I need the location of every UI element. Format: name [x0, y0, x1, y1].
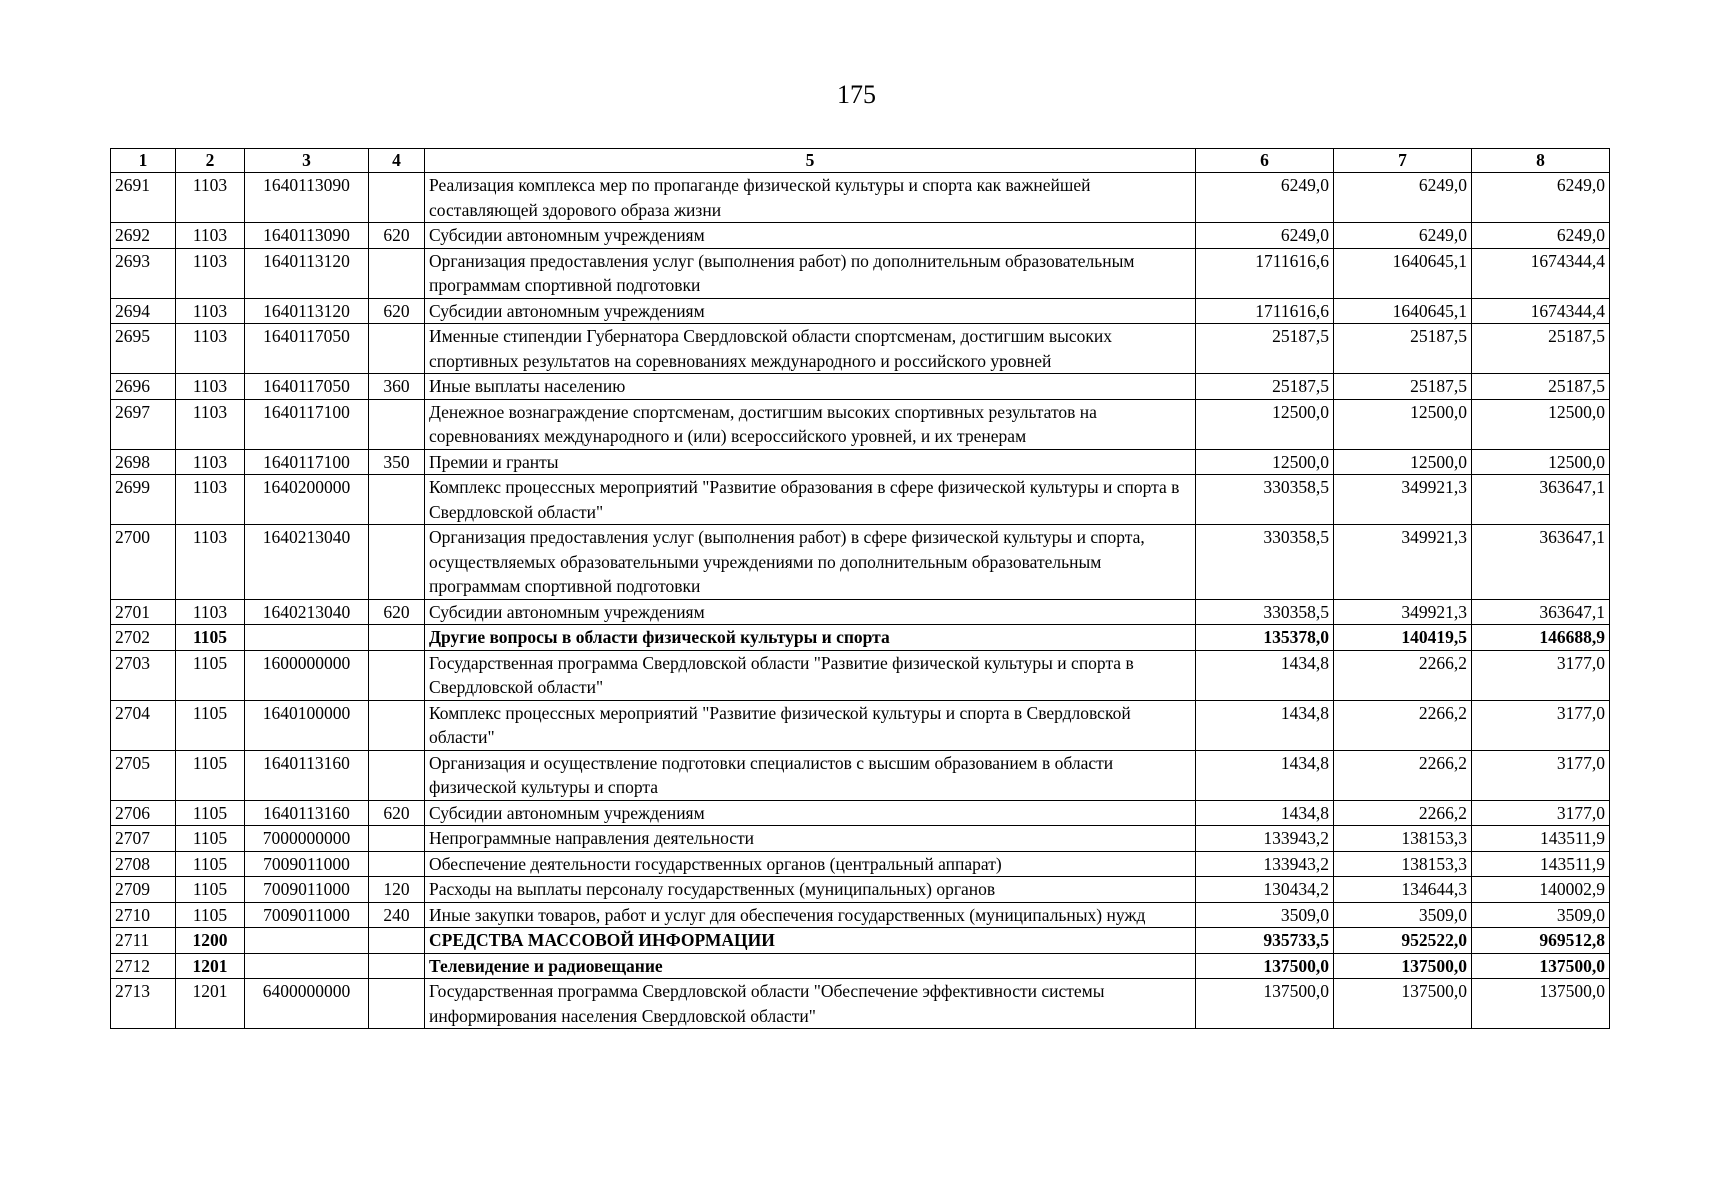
amount-year-3: 140002,9	[1472, 877, 1610, 903]
target-article-code: 6400000000	[245, 979, 369, 1029]
target-article-code	[245, 953, 369, 979]
amount-year-2: 25187,5	[1334, 374, 1472, 400]
table-row	[111, 475, 1610, 525]
item-name: Комплекс процессных мероприятий "Развитие физической культуры и спорта в Свердловской области"	[425, 700, 1196, 750]
expense-type-code	[369, 399, 425, 449]
target-article-code: 1640113090	[245, 223, 369, 249]
target-article-code: 1640200000	[245, 475, 369, 525]
table-header-row	[111, 149, 1610, 173]
table-row	[111, 928, 1610, 954]
amount-year-2: 2266,2	[1334, 800, 1472, 826]
amount-year-3: 3177,0	[1472, 750, 1610, 800]
target-article-code	[245, 625, 369, 651]
item-name: Государственная программа Свердловской области "Обеспечение эффективности системы информирования населения Свердловской области"	[425, 979, 1196, 1029]
amount-year-3: 3177,0	[1472, 800, 1610, 826]
expense-type-code: 360	[369, 374, 425, 400]
amount-year-3: 969512,8	[1472, 928, 1610, 954]
row-number: 2694	[111, 298, 176, 324]
item-name: Субсидии автономным учреждениям	[425, 800, 1196, 826]
amount-year-1: 1711616,6	[1196, 298, 1334, 324]
item-name: Реализация комплекса мер по пропаганде физической культуры и спорта как важнейшей составляющей здорового образа жизни	[425, 173, 1196, 223]
amount-year-3: 12500,0	[1472, 399, 1610, 449]
expense-type-code	[369, 475, 425, 525]
target-article-code: 7009011000	[245, 877, 369, 903]
amount-year-3: 363647,1	[1472, 475, 1610, 525]
target-article-code: 1640117100	[245, 399, 369, 449]
item-name: Субсидии автономным учреждениям	[425, 223, 1196, 249]
table-row	[111, 173, 1610, 223]
section-code: 1103	[176, 173, 245, 223]
target-article-code: 1600000000	[245, 650, 369, 700]
amount-year-2: 349921,3	[1334, 599, 1472, 625]
amount-year-1: 12500,0	[1196, 399, 1334, 449]
amount-year-2: 2266,2	[1334, 650, 1472, 700]
amount-year-1: 935733,5	[1196, 928, 1334, 954]
amount-year-2: 25187,5	[1334, 324, 1472, 374]
column-header: 3	[245, 149, 369, 173]
amount-year-2: 3509,0	[1334, 902, 1472, 928]
amount-year-3: 6249,0	[1472, 223, 1610, 249]
table-row	[111, 650, 1610, 700]
section-code: 1103	[176, 475, 245, 525]
amount-year-2: 349921,3	[1334, 475, 1472, 525]
amount-year-1: 135378,0	[1196, 625, 1334, 651]
amount-year-3: 1674344,4	[1472, 298, 1610, 324]
amount-year-3: 3177,0	[1472, 650, 1610, 700]
row-number: 2713	[111, 979, 176, 1029]
expense-type-code: 620	[369, 800, 425, 826]
section-code: 1105	[176, 750, 245, 800]
amount-year-1: 25187,5	[1196, 374, 1334, 400]
amount-year-1: 137500,0	[1196, 979, 1334, 1029]
amount-year-2: 138153,3	[1334, 826, 1472, 852]
target-article-code	[245, 928, 369, 954]
amount-year-3: 3177,0	[1472, 700, 1610, 750]
expense-type-code	[369, 248, 425, 298]
row-number: 2698	[111, 449, 176, 475]
row-number: 2691	[111, 173, 176, 223]
expense-type-code	[369, 650, 425, 700]
table-row	[111, 525, 1610, 600]
target-article-code: 7000000000	[245, 826, 369, 852]
item-name: Субсидии автономным учреждениям	[425, 599, 1196, 625]
row-number: 2709	[111, 877, 176, 903]
amount-year-1: 133943,2	[1196, 826, 1334, 852]
amount-year-3: 137500,0	[1472, 979, 1610, 1029]
amount-year-1: 137500,0	[1196, 953, 1334, 979]
expense-type-code	[369, 525, 425, 600]
row-number: 2704	[111, 700, 176, 750]
amount-year-1: 6249,0	[1196, 173, 1334, 223]
item-name: Организация и осуществление подготовки специалистов с высшим образованием в области физической культуры и спорта	[425, 750, 1196, 800]
section-code: 1105	[176, 851, 245, 877]
target-article-code: 1640113160	[245, 750, 369, 800]
amount-year-2: 2266,2	[1334, 700, 1472, 750]
expense-type-code	[369, 700, 425, 750]
table-row	[111, 877, 1610, 903]
amount-year-1: 1434,8	[1196, 650, 1334, 700]
table-row	[111, 953, 1610, 979]
expense-type-code	[369, 324, 425, 374]
amount-year-2: 137500,0	[1334, 953, 1472, 979]
amount-year-1: 6249,0	[1196, 223, 1334, 249]
column-header: 4	[369, 149, 425, 173]
row-number: 2699	[111, 475, 176, 525]
amount-year-3: 363647,1	[1472, 599, 1610, 625]
column-header: 8	[1472, 149, 1610, 173]
amount-year-2: 138153,3	[1334, 851, 1472, 877]
row-number: 2711	[111, 928, 176, 954]
amount-year-3: 363647,1	[1472, 525, 1610, 600]
amount-year-3: 1674344,4	[1472, 248, 1610, 298]
item-name: Премии и гранты	[425, 449, 1196, 475]
expense-type-code	[369, 750, 425, 800]
amount-year-1: 330358,5	[1196, 475, 1334, 525]
row-number: 2705	[111, 750, 176, 800]
target-article-code: 1640113160	[245, 800, 369, 826]
target-article-code: 1640213040	[245, 525, 369, 600]
row-number: 2712	[111, 953, 176, 979]
budget-table	[110, 148, 1610, 1029]
table-row	[111, 826, 1610, 852]
expense-type-code	[369, 173, 425, 223]
amount-year-2: 6249,0	[1334, 173, 1472, 223]
expense-type-code	[369, 928, 425, 954]
amount-year-1: 133943,2	[1196, 851, 1334, 877]
amount-year-3: 25187,5	[1472, 374, 1610, 400]
row-number: 2696	[111, 374, 176, 400]
amount-year-2: 1640645,1	[1334, 248, 1472, 298]
expense-type-code	[369, 851, 425, 877]
expense-type-code: 240	[369, 902, 425, 928]
table-row	[111, 248, 1610, 298]
page-number: 175	[837, 80, 876, 109]
row-number: 2697	[111, 399, 176, 449]
amount-year-2: 140419,5	[1334, 625, 1472, 651]
section-code: 1103	[176, 324, 245, 374]
amount-year-3: 3509,0	[1472, 902, 1610, 928]
section-code: 1105	[176, 877, 245, 903]
amount-year-2: 952522,0	[1334, 928, 1472, 954]
table-body	[111, 173, 1610, 1029]
item-name: Иные выплаты населению	[425, 374, 1196, 400]
section-code: 1103	[176, 399, 245, 449]
table-row	[111, 625, 1610, 651]
target-article-code: 1640113090	[245, 173, 369, 223]
section-code: 1103	[176, 298, 245, 324]
expense-type-code	[369, 979, 425, 1029]
section-code: 1105	[176, 826, 245, 852]
row-number: 2703	[111, 650, 176, 700]
expense-type-code: 620	[369, 223, 425, 249]
amount-year-2: 1640645,1	[1334, 298, 1472, 324]
item-name: Денежное вознаграждение спортсменам, достигшим высоких спортивных результатов на соревнованиях международного и (или) всероссийского уровней, и их тренерам	[425, 399, 1196, 449]
target-article-code: 1640100000	[245, 700, 369, 750]
section-code: 1105	[176, 902, 245, 928]
row-number: 2706	[111, 800, 176, 826]
section-code: 1105	[176, 800, 245, 826]
amount-year-1: 330358,5	[1196, 599, 1334, 625]
item-name: Именные стипендии Губернатора Свердловской области спортсменам, достигшим высоких спортивных результатов на соревнованиях международного и российского уровней	[425, 324, 1196, 374]
section-code: 1201	[176, 979, 245, 1029]
amount-year-3: 137500,0	[1472, 953, 1610, 979]
table-row	[111, 223, 1610, 249]
expense-type-code: 350	[369, 449, 425, 475]
table-row	[111, 979, 1610, 1029]
item-name: Другие вопросы в области физической культуры и спорта	[425, 625, 1196, 651]
item-name: Организация предоставления услуг (выполнения работ) по дополнительным образовательным программам спортивной подготовки	[425, 248, 1196, 298]
row-number: 2707	[111, 826, 176, 852]
expense-type-code	[369, 826, 425, 852]
amount-year-2: 137500,0	[1334, 979, 1472, 1029]
item-name: Обеспечение деятельности государственных органов (центральный аппарат)	[425, 851, 1196, 877]
amount-year-2: 2266,2	[1334, 750, 1472, 800]
expense-type-code: 620	[369, 599, 425, 625]
amount-year-2: 349921,3	[1334, 525, 1472, 600]
amount-year-2: 134644,3	[1334, 877, 1472, 903]
amount-year-1: 1434,8	[1196, 800, 1334, 826]
amount-year-3: 143511,9	[1472, 851, 1610, 877]
amount-year-1: 1711616,6	[1196, 248, 1334, 298]
target-article-code: 1640213040	[245, 599, 369, 625]
item-name: Телевидение и радиовещание	[425, 953, 1196, 979]
item-name: Субсидии автономным учреждениям	[425, 298, 1196, 324]
item-name: Комплекс процессных мероприятий "Развитие образования в сфере физической культуры и спорта в Свердловской области"	[425, 475, 1196, 525]
section-code: 1105	[176, 700, 245, 750]
expense-type-code	[369, 953, 425, 979]
row-number: 2693	[111, 248, 176, 298]
table-row	[111, 800, 1610, 826]
target-article-code: 1640113120	[245, 298, 369, 324]
column-header: 6	[1196, 149, 1334, 173]
table-row	[111, 449, 1610, 475]
item-name: СРЕДСТВА МАССОВОЙ ИНФОРМАЦИИ	[425, 928, 1196, 954]
column-header: 5	[425, 149, 1196, 173]
column-header: 2	[176, 149, 245, 173]
amount-year-3: 12500,0	[1472, 449, 1610, 475]
row-number: 2701	[111, 599, 176, 625]
row-number: 2710	[111, 902, 176, 928]
amount-year-2: 12500,0	[1334, 449, 1472, 475]
target-article-code: 1640117050	[245, 324, 369, 374]
item-name: Государственная программа Свердловской области "Развитие физической культуры и спорта в Свердловской области"	[425, 650, 1196, 700]
item-name: Иные закупки товаров, работ и услуг для обеспечения государственных (муниципальных) нужд	[425, 902, 1196, 928]
target-article-code: 1640113120	[245, 248, 369, 298]
table-row	[111, 374, 1610, 400]
amount-year-1: 12500,0	[1196, 449, 1334, 475]
amount-year-2: 6249,0	[1334, 223, 1472, 249]
amount-year-3: 146688,9	[1472, 625, 1610, 651]
expense-type-code	[369, 625, 425, 651]
amount-year-1: 3509,0	[1196, 902, 1334, 928]
section-code: 1103	[176, 599, 245, 625]
table-row	[111, 298, 1610, 324]
amount-year-1: 25187,5	[1196, 324, 1334, 374]
section-code: 1103	[176, 374, 245, 400]
section-code: 1103	[176, 223, 245, 249]
amount-year-3: 25187,5	[1472, 324, 1610, 374]
table-row	[111, 700, 1610, 750]
amount-year-1: 1434,8	[1196, 750, 1334, 800]
section-code: 1103	[176, 525, 245, 600]
table-row	[111, 902, 1610, 928]
amount-year-1: 330358,5	[1196, 525, 1334, 600]
target-article-code: 7009011000	[245, 902, 369, 928]
target-article-code: 1640117050	[245, 374, 369, 400]
amount-year-2: 12500,0	[1334, 399, 1472, 449]
row-number: 2692	[111, 223, 176, 249]
row-number: 2702	[111, 625, 176, 651]
column-header: 7	[1334, 149, 1472, 173]
section-code: 1105	[176, 625, 245, 651]
section-code: 1105	[176, 650, 245, 700]
section-code: 1103	[176, 449, 245, 475]
table-row	[111, 399, 1610, 449]
table-row	[111, 851, 1610, 877]
expense-type-code: 620	[369, 298, 425, 324]
amount-year-3: 6249,0	[1472, 173, 1610, 223]
column-header: 1	[111, 149, 176, 173]
item-name: Непрограммные направления деятельности	[425, 826, 1196, 852]
item-name: Организация предоставления услуг (выполнения работ) в сфере физической культуры и спорта, осуществляемых образовательными учреждениями по дополнительным образовательным программам спортивной подготовки	[425, 525, 1196, 600]
section-code: 1200	[176, 928, 245, 954]
amount-year-1: 130434,2	[1196, 877, 1334, 903]
amount-year-1: 1434,8	[1196, 700, 1334, 750]
table-row	[111, 750, 1610, 800]
expense-type-code: 120	[369, 877, 425, 903]
target-article-code: 1640117100	[245, 449, 369, 475]
section-code: 1201	[176, 953, 245, 979]
row-number: 2695	[111, 324, 176, 374]
table-row	[111, 324, 1610, 374]
row-number: 2700	[111, 525, 176, 600]
amount-year-3: 143511,9	[1472, 826, 1610, 852]
row-number: 2708	[111, 851, 176, 877]
target-article-code: 7009011000	[245, 851, 369, 877]
section-code: 1103	[176, 248, 245, 298]
item-name: Расходы на выплаты персоналу государственных (муниципальных) органов	[425, 877, 1196, 903]
table-row	[111, 599, 1610, 625]
